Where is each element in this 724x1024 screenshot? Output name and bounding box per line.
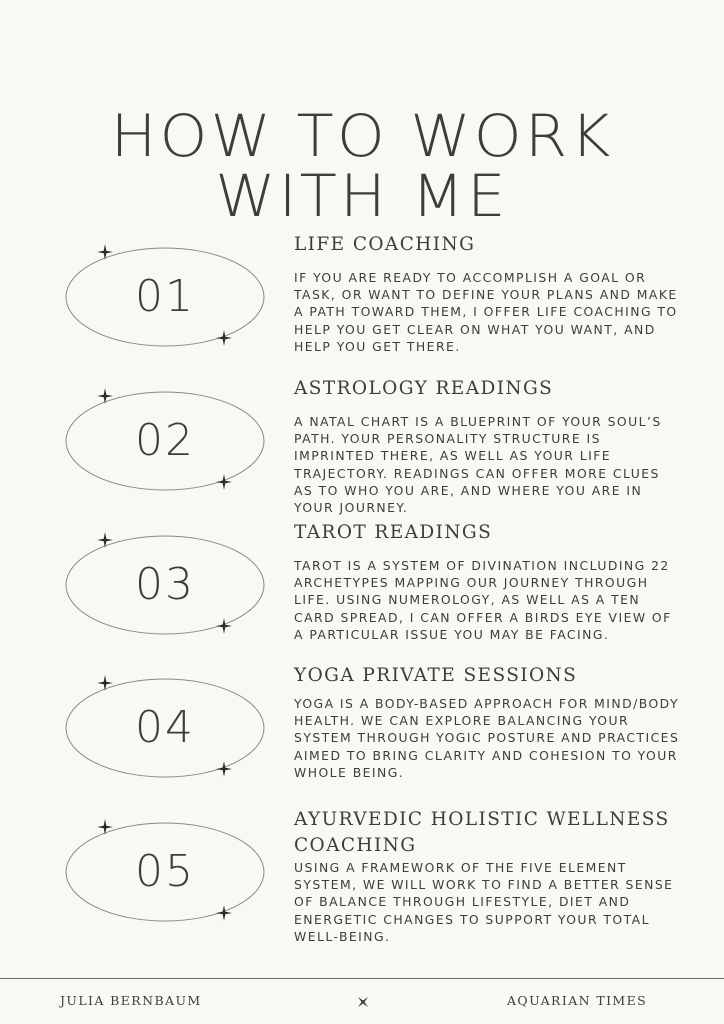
section-number: 05	[135, 846, 195, 897]
section-body: IF YOU ARE READY TO ACCOMPLISH A GOAL OR TASK, OR WANT TO DEFINE YOUR PLANS AND MAKE A PATH TOWARD THEM, I OFFER LIFE COACHING TO HELP YOU GET CLEAR ON WHAT YOU WANT, AND HELP YOU GET THERE.	[294, 270, 678, 354]
footer-divider	[0, 978, 724, 979]
service-section-astrology-readings	[0, 376, 724, 516]
footer-publication: AQUARIAN TIMES	[507, 993, 648, 1008]
section-body: TAROT IS A SYSTEM OF DIVINATION INCLUDING 22 ARCHETYPES MAPPING OUR JOURNEY THROUGH LIFE. USING NUMEROLOGY, AS WELL AS A TEN CARD SPREAD, I CAN OFFER A BIRDS EYE VIEW OF A PARTICULAR ISSUE YOU MAY BE FACING.	[294, 558, 672, 642]
section-heading: YOGA PRIVATE SESSIONS	[294, 665, 578, 686]
four-point-star-icon	[355, 994, 371, 1010]
section-heading: AYURVEDIC HOLISTIC WELLNESS COACHING	[294, 809, 670, 856]
page-title	[0, 102, 724, 230]
section-number: 02	[135, 415, 195, 466]
section-heading: ASTROLOGY READINGS	[294, 378, 554, 399]
section-heading: TAROT READINGS	[294, 522, 493, 543]
section-number: 01	[135, 271, 195, 322]
page-title-line-1: HOW TO WORK	[110, 102, 614, 170]
section-number: 03	[135, 559, 195, 610]
page-title-line-2: WITH ME	[215, 162, 509, 230]
section-heading: LIFE COACHING	[294, 234, 476, 255]
section-body: YOGA IS A BODY-BASED APPROACH FOR MIND/BODY HEALTH. WE CAN EXPLORE BALANCING YOUR SYSTEM THROUGH YOGIC POSTURE AND PRACTICES AIMED TO BRING CLARITY AND COHESION TO YOUR WHOLE BEING.	[294, 696, 680, 780]
service-section-ayurvedic-coaching	[0, 807, 724, 947]
section-number: 04	[135, 702, 195, 753]
section-body: A NATAL CHART IS A BLUEPRINT OF YOUR SOUL’S PATH. YOUR PERSONALITY STRUCTURE IS IMPRINTED THERE, AS WELL AS YOUR LIFE TRAJECTORY. READINGS CAN OFFER MORE CLUES AS TO WHO YOU ARE, AND WHERE YOU ARE IN YOUR JOURNEY.	[294, 414, 662, 516]
service-section-tarot-readings	[0, 520, 724, 660]
service-section-yoga-private-sessions	[0, 663, 724, 803]
section-body: USING A FRAMEWORK OF THE FIVE ELEMENT SYSTEM, WE WILL WORK TO FIND A BETTER SENSE OF BALANCE THROUGH LIFESTYLE, DIET AND ENERGETIC CHANGES TO SUPPORT YOUR TOTAL WELL-BEING.	[294, 860, 674, 944]
footer-author: JULIA BERNBAUM	[60, 993, 202, 1008]
service-section-life-coaching	[0, 232, 724, 372]
